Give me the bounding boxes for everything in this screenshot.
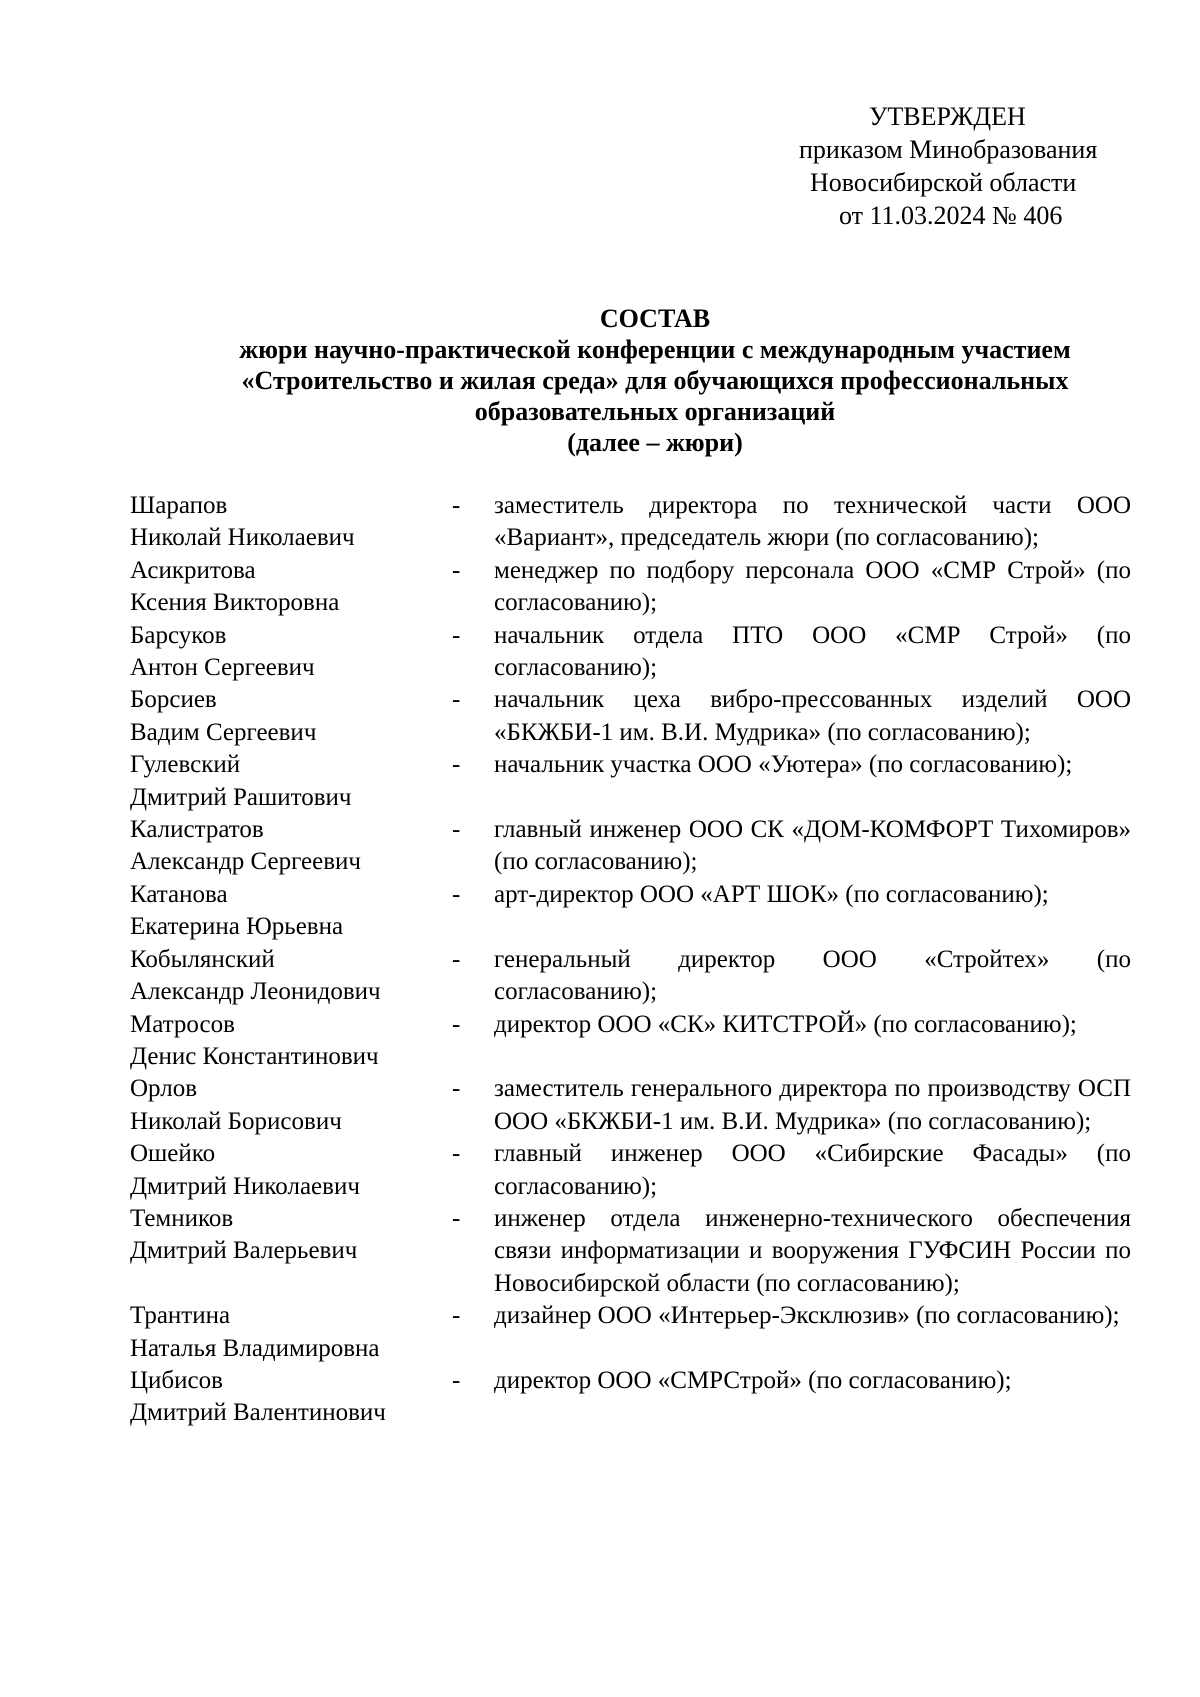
member-given-name: Екатерина Юрьевна: [130, 913, 344, 941]
member-name: [130, 684, 452, 749]
member-given-name: Денис Константинович: [130, 1042, 379, 1070]
member-surname: Барсуков: [130, 621, 227, 649]
jury-member: [130, 1138, 1130, 1203]
member-name: [130, 879, 452, 944]
member-name: [130, 1300, 452, 1365]
member-dash: -: [452, 1204, 461, 1232]
member-role: инженер отдела инженерно-технического обеспечения связи информатизации и вооружения ГУФСИН России по Новосибирской области (по согласованию);: [494, 1204, 1131, 1297]
member-surname: Калистратов: [130, 816, 264, 844]
jury-member: [130, 1365, 1130, 1430]
jury-member: [130, 1300, 1130, 1365]
member-given-name: Дмитрий Валентинович: [130, 1399, 386, 1427]
member-name: [130, 749, 452, 814]
member-surname: Темников: [130, 1204, 234, 1232]
member-role: главный инженер ООО СК «ДОМ-КОМФОРТ Тихомиров» (по согласованию);: [494, 816, 1131, 876]
approval-line-4: от 11.03.2024 № 406: [839, 201, 1063, 230]
member-role: заместитель директора по технической части ООО «Вариант», председатель жюри (по согласованию);: [494, 492, 1131, 552]
member-name: [130, 620, 452, 685]
member-dash: -: [452, 492, 461, 519]
member-role: директор ООО «СМРСтрой» (по согласованию);: [494, 1366, 1012, 1394]
jury-list: [130, 490, 1130, 1430]
member-surname: Гулевский: [130, 751, 241, 779]
jury-member: [130, 490, 1130, 555]
jury-member: [130, 879, 1130, 944]
member-dash: -: [452, 556, 461, 584]
member-name: [130, 1203, 452, 1300]
member-name: [130, 1073, 452, 1138]
member-given-name: Александр Леонидович: [130, 978, 381, 1006]
member-surname: Ошейко: [130, 1140, 216, 1168]
member-given-name: Ксения Викторовна: [130, 589, 340, 617]
member-dash: -: [452, 880, 461, 908]
jury-member: [130, 684, 1130, 749]
member-given-name: Дмитрий Валерьевич: [130, 1237, 358, 1265]
member-name: [130, 944, 452, 1009]
member-role: дизайнер ООО «Интерьер-Эксклюзив» (по согласованию);: [494, 1302, 1120, 1330]
member-role: директор ООО «СК» КИТСТРОЙ» (по согласованию);: [494, 1010, 1077, 1038]
member-dash: -: [452, 1366, 461, 1394]
member-surname: Кобылянский: [130, 945, 275, 973]
heading-title: СОСТАВ: [599, 304, 711, 333]
member-role: начальник участка ООО «Уютера» (по согласованию);: [494, 751, 1073, 779]
member-surname: Цибисов: [130, 1366, 223, 1394]
member-name: [130, 490, 452, 555]
approval-line-1: УТВЕРЖДЕН: [869, 102, 1026, 131]
member-name: [130, 555, 452, 620]
heading-line-4: (далее – жюри): [567, 428, 743, 457]
member-dash: -: [452, 751, 461, 779]
member-given-name: Антон Сергеевич: [130, 654, 315, 682]
member-given-name: Александр Сергеевич: [130, 848, 361, 876]
member-dash: -: [452, 1010, 461, 1038]
member-dash: -: [452, 945, 461, 973]
heading-line-2: «Строительство и жилая среда» для обучающихся профессиональных: [241, 366, 1069, 395]
member-given-name: Николай Николаевич: [130, 524, 355, 552]
member-surname: Асикритова: [130, 556, 256, 584]
member-given-name: Дмитрий Рашитович: [130, 783, 352, 811]
member-surname: Трантина: [130, 1302, 231, 1330]
member-name: [130, 1365, 452, 1430]
approval-line-2: приказом Минобразования: [799, 135, 1098, 164]
heading-line-1: жюри научно-практической конференции с международным участием: [239, 335, 1071, 364]
member-role: главный инженер ООО «Сибирские Фасады» (по согласованию);: [494, 1140, 1131, 1200]
jury-member: [130, 620, 1130, 685]
jury-member: [130, 814, 1130, 879]
member-role: заместитель генерального директора по производству ОСП ООО «БКЖБИ-1 им. В.И. Мудрика» (по согласованию);: [494, 1075, 1131, 1135]
jury-member: [130, 1073, 1130, 1138]
approval-line-3: Новосибирской области: [810, 168, 1077, 197]
member-surname: Борсиев: [130, 686, 217, 714]
member-surname: Орлов: [130, 1075, 198, 1103]
member-dash: -: [452, 1302, 461, 1330]
member-given-name: Вадим Сергеевич: [130, 718, 317, 746]
member-name: [130, 1009, 452, 1074]
member-surname: Катанова: [130, 880, 228, 908]
jury-member: [130, 1009, 1130, 1074]
member-dash: -: [452, 816, 461, 844]
member-dash: -: [452, 1075, 461, 1103]
member-role: начальник отдела ПТО ООО «СМР Строй» (по согласованию);: [494, 621, 1131, 682]
jury-member: [130, 749, 1130, 814]
jury-member: [130, 555, 1130, 620]
member-role: менеджер по подбору персонала ООО «СМР Строй» (по согласованию);: [494, 556, 1131, 617]
approval-stamp: [780, 100, 1140, 232]
member-given-name: Наталья Владимировна: [130, 1334, 380, 1362]
member-given-name: Николай Борисович: [130, 1107, 342, 1135]
member-dash: -: [452, 686, 461, 714]
member-dash: -: [452, 1140, 461, 1168]
member-role: арт-директор ООО «АРТ ШОК» (по согласованию);: [494, 880, 1049, 908]
member-dash: -: [452, 621, 461, 649]
member-surname: Шарапов: [130, 492, 228, 519]
member-role: генеральный директор ООО «Стройтех» (по согласованию);: [494, 945, 1131, 1006]
member-name: [130, 1138, 452, 1203]
member-name: [130, 814, 452, 879]
jury-member: [130, 944, 1130, 1009]
heading-line-3: образовательных организаций: [474, 397, 836, 426]
member-role: начальник цеха вибро-прессованных изделий ООО «БКЖБИ-1 им. В.И. Мудрика» (по согласованию);: [494, 686, 1131, 746]
jury-member: [130, 1203, 1130, 1300]
member-given-name: Дмитрий Николаевич: [130, 1172, 360, 1200]
member-surname: Матросов: [130, 1010, 235, 1038]
document-heading: [130, 303, 1180, 458]
